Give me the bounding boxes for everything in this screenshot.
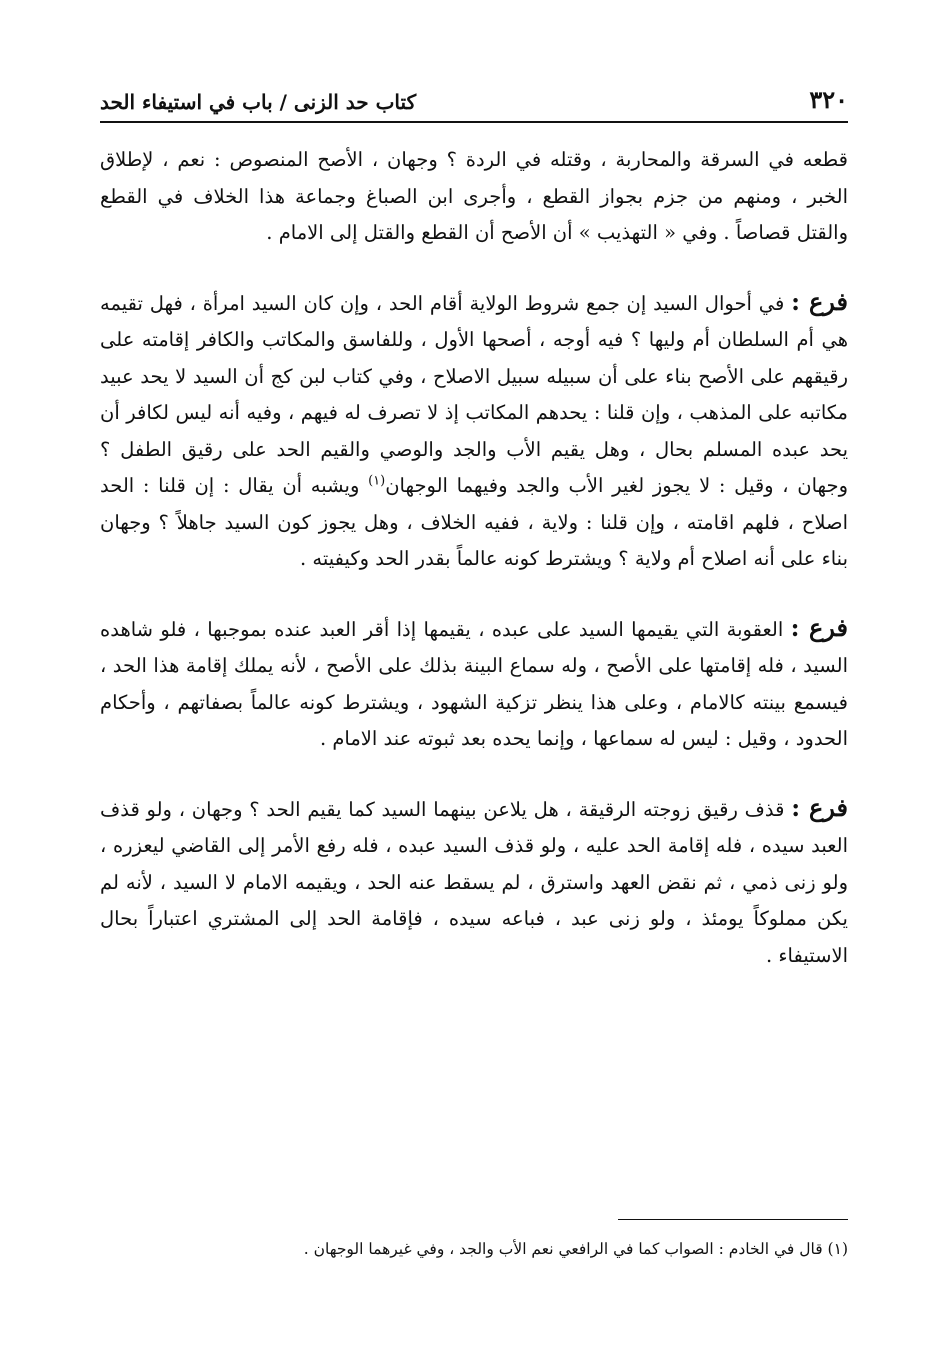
paragraph-1-text: قطعه في السرقة والمحاربة ، وقتله في الردة ؟ وجهان ، الأصح المنصوص : نعم ، لإطلاق الخبر ، ومنهم من جزم بجواز القطع ، وأجرى ابن الصباغ وجماعة هذا الخلاف في القطع والقتل قصاصاً . وفي « التهذيب » أن الأصح أن القطع والقتل إلى الامام .	[100, 148, 848, 244]
paragraph-1	[100, 142, 848, 252]
paragraph-2	[100, 284, 848, 578]
footnote-text: قال في الخادم : الصواب كما في الرافعي نعم الأب والجد ، وفي غيرهما الوجهان .	[303, 1240, 823, 1258]
paragraph-4-lead: فرع :	[791, 792, 849, 822]
paragraph-2-lead: فرع :	[791, 286, 849, 316]
paragraph-4-text: قذف رقيق زوجته الرقيقة ، هل يلاعن بينهما السيد كما يقيم الحد ؟ وجهان ، ولو قذف العبد سيده ، فله إقامة الحد عليه ، ولو قذف السيد عبده ، فله رفع الأمر إلى القاضي ليعزره ، ولو زنى ذمي ، ثم نقض العهد واسترق ، لم يسقط عنه الحد ، ويقيمه الامام لا السيد ، لأنه لم يكن مملوكاً يومئذ ، ولو زنى عبد ، فباعه سيده ، فإقامة الحد إلى المشتري اعتباراً بحال الاستيفاء .	[100, 797, 848, 967]
body-text	[100, 142, 848, 974]
page-header	[100, 78, 848, 114]
paragraph-4	[100, 790, 848, 975]
footnote-number: (١)	[827, 1240, 848, 1258]
paragraph-3	[100, 610, 848, 758]
paragraph-3-lead: فرع :	[790, 612, 849, 642]
footnote-reference: (١)	[368, 473, 386, 489]
paragraph-2-text: في أحوال السيد إن جمع شروط الولاية أقام الحد ، وإن كان السيد امرأة ، فهل تقيمه هي أم السلطان أم وليها ؟ فيه أوجه ، أصحها الأول ، وللفاسق والمكاتب والكافر إقامته على رقيقهم على الأصح بناء على أن سبيله سبيل الاصلاح ، وفي كتاب لبن كج أن السيد لا يحد عبيد مكاتبه على المذهب ، وإن قلنا : يحدهم المكاتب إذ لا تصرف له فيهم ، وفيه أنه ليس لكافر أن يحد عبده المسلم بحال ، وهل يقيم الأب والجد والوصي والقيم الحد على رقيق الطفل ؟ وجهان ، وقيل : لا يجوز لغير الأب والجد وفيهما الوجهان	[100, 291, 849, 497]
running-title: كتاب حد الزنى / باب في استيفاء الحد	[100, 90, 417, 114]
header-rule	[100, 121, 848, 123]
paragraph-3-text: العقوبة التي يقيمها السيد على عبده ، يقيمها إذا أقر العبد عنده بموجبها ، فلو شاهده السيد ، فله إقامتها على الأصح ، وله سماع البينة بذلك على الأصح ، لأنه يملك إقامة هذا الحد ، فيسمع بينته كالامام ، وعلى هذا ينظر تزكية الشهود ، ويشترط كونه عالماً بصفاتهم ، وأحكام الحدود ، وقيل : ليس له سماعها ، وإنما يحده بعد ثبوته عند الامام .	[100, 617, 848, 750]
footnote-rule	[618, 1219, 848, 1220]
page-number: ٣٢٠	[809, 85, 848, 114]
footnote	[100, 1236, 848, 1262]
paragraph-2-text-after: ويشبه أن يقال : إن قلنا : الحد اصلاح ، فلهم اقامته ، وإن قلنا : ولاية ، ففيه الخلاف ، وهل يجوز كون السيد جاهلاً ؟ وجهان بناء على أنه اصلاح أم ولاية ؟ ويشترط كونه عالماً بقدر الحد وكيفيته .	[100, 474, 848, 570]
